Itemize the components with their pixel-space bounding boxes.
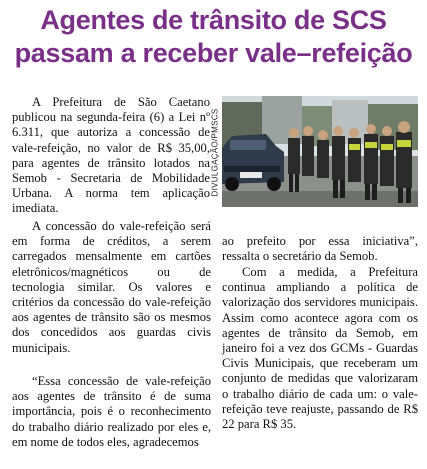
headline-line-1: Agentes de trânsito de SCS xyxy=(40,5,387,35)
photo-credit-text: DIVULGAÇÃO/PMSCS xyxy=(210,108,220,196)
article-paragraph-1: A Prefeitura de São Caetano publicou na segunda-feira (6) a Lei nº 6.311, que autoriza a concessão de vale-refeição, no valor de R$ 35,00, para agentes de trânsito lotados na Semob - Secretaria de Mobilidade Urbana. A norma tem aplicação imediata. xyxy=(12,95,210,216)
news-photo xyxy=(222,96,418,207)
photo-credit xyxy=(209,98,221,206)
article-paragraph-4: ao prefeito por essa iniciativa”, ressalta o secretário da Semob. xyxy=(222,234,418,264)
headline-line-2: passam a receber vale–refeição xyxy=(14,38,413,68)
article-paragraph-3: “Essa concessão de vale-refeição aos agentes de trânsito é de suma importância, pois é o reconhecimento do trabalho diário realizado por eles e, em nome de todos eles, agradecemos xyxy=(12,374,211,449)
article-paragraph-2: A concessão do vale-refeição será em forma de créditos, a serem carregados mensalmente em cartões eletrônicos/magnéticos ou de tecnologia similar. Os valores e critérios da concessão do vale-refeição aos agentes de trânsito são os mesmos dos concedidos aos guardas civis municipais. xyxy=(12,219,211,355)
article-paragraph-5: Com a medida, a Prefeitura continua ampliando a política de valorização dos servidores municipais. Assim como acontece agora com os agentes de trânsito da Semob, em janeiro foi a vez dos GCMs - Guardas Civis Municipais, que receberam um conjunto de medidas que valorizaram o trabalho diário de cada um: o vale-refeição teve reajuste, passando de R$ 22 para R$ 35. xyxy=(222,265,418,432)
traffic-agents-photo xyxy=(222,96,418,207)
article-headline xyxy=(0,4,427,70)
